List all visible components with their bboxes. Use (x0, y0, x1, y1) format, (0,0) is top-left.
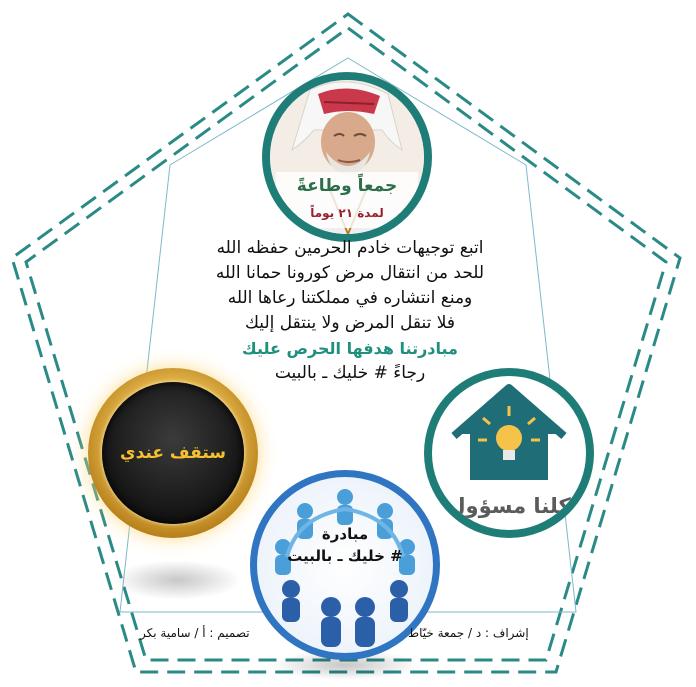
initiative-text (257, 523, 433, 567)
portrait-caption-1: جمعاً وطاعةً (296, 176, 398, 196)
message-line-4: فلا تنقل المرض ولا ينتقل إليك (244, 313, 456, 333)
message-line-5: مبادرتنا هدفها الحرص عليك (242, 339, 458, 358)
gold-badge (88, 368, 258, 538)
gold-badge-shadow (112, 560, 242, 600)
gold-badge-label: ستقف عندي (120, 443, 227, 463)
supervision-credit: إشراف : د / جمعة خيّاط (408, 626, 529, 640)
message-line-2: للحد من انتقال مرض كورونا حمانا الله (215, 263, 485, 283)
main-message (160, 236, 540, 386)
initiative-line-2: # خليك ـ بالبيت (287, 547, 403, 565)
design-credit: تصميم : أ / سامية بكر (140, 626, 250, 640)
message-line-1: اتبع توجيهات خادم الحرمين حفظه الله (216, 238, 484, 258)
portrait-caption-2: لمدة ٢١ يوماً (310, 206, 384, 220)
house-badge (424, 368, 594, 538)
portrait-circle (262, 72, 432, 242)
message-line-6: رجاءً # خليك ـ بالبيت (274, 363, 426, 383)
gold-badge-inner (102, 382, 244, 524)
house-badge-label: كلنا مسؤول (447, 494, 571, 518)
initiative-line-1: مبادرة (321, 525, 369, 543)
message-line-3: ومنع انتشاره في مملكتنا رعاها الله (227, 288, 473, 308)
